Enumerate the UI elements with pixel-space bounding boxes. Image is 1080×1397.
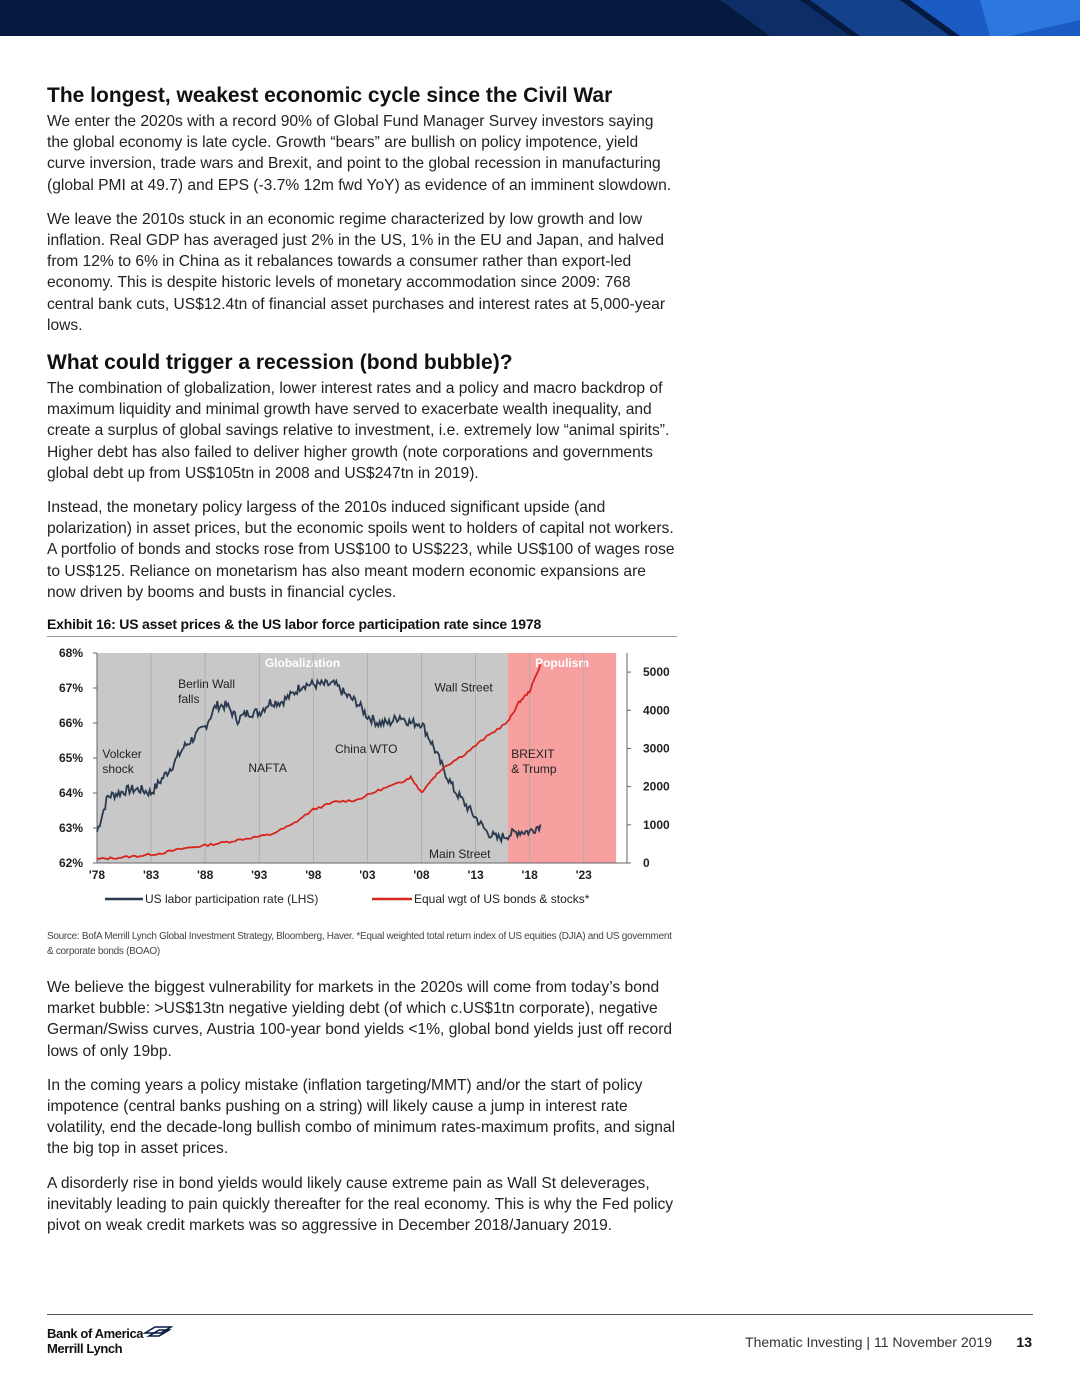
paragraph: We believe the biggest vulnerability for markets in the 2020s will come from today’s bond market bubble: >US$13tn negative yielding debt (of which c.US$1tn corporate), negative German/Swiss curves, Austria 100-year bond yields <1%, global bond yields just off record lows of only 19bp.: [47, 979, 673, 1060]
y-tick-label-left: 63%: [59, 821, 84, 836]
chart-annotation: Wall Street: [434, 680, 493, 695]
banner-decoration: [0, 0, 1080, 36]
y-tick-label-right: 5000: [643, 665, 670, 680]
bank-logo: [47, 1326, 143, 1356]
x-tick-label: '88: [197, 868, 214, 883]
band-label: Globalization: [264, 656, 341, 671]
paragraph: A disorderly rise in bond yields would likely cause extreme pain as Wall St deleverages, inevitably leading to pain quickly thereafter for the real economy. This is why the Fed policy pivot on weak credit markets was so aggressive in December 2018/January 2019.: [47, 1174, 674, 1235]
x-tick-label: '18: [521, 868, 538, 883]
paragraph: Instead, the monetary policy largess of the 2010s induced significant upside (and polarization) in asset prices, but the economic spoils went to holders of capital not workers. A portfolio of bonds and stocks rose from US$100 to US$223, while US$100 of wages rose to US$125. Reliance on monetarism has also meant modern economic expansions are now driven by booms and busts in financial cycles.: [47, 499, 675, 601]
y-tick-label-right: 4000: [643, 703, 670, 718]
section-heading: The longest, weakest economic cycle since the Civil War: [47, 84, 613, 107]
x-tick-label: '98: [305, 868, 322, 883]
legend-label: Equal wgt of US bonds & stocks*: [414, 892, 590, 907]
y-tick-label-left: 65%: [59, 751, 84, 766]
x-tick-label: '93: [251, 868, 268, 883]
y-tick-label-left: 68%: [59, 646, 84, 661]
exhibit-chart: [47, 643, 677, 923]
chart-annotation: Berlin Wall: [178, 677, 236, 692]
x-tick-label: '23: [575, 868, 592, 883]
chart-annotation: China WTO: [334, 741, 398, 756]
x-tick-label: '78: [88, 868, 106, 883]
x-tick-label: '03: [359, 868, 376, 883]
y-tick-label-left: 62%: [59, 856, 84, 871]
chart-annotation: shock: [102, 762, 134, 777]
chart-annotation: Volcker: [102, 747, 142, 762]
y-tick-label-left: 64%: [59, 786, 84, 801]
chart-annotation: Main Street: [429, 846, 491, 861]
y-tick-label-left: 66%: [59, 716, 84, 731]
paragraph: We leave the 2010s stuck in an economic regime characterized by low growth and low inflation. Real GDP has averaged just 2% in the US, 1% in the EU and Japan, and halved from 12% to 6% in China as it rebalances towards a consumer rather than export-led economy. This is despite historic levels of monetary accommodation since 2009: 768 central bank cuts, US$12.4tn of financial asset purchases and interest rates at 5,000-year lows.: [47, 210, 666, 334]
y-tick-label-right: 0: [643, 856, 650, 871]
logo-line-1: Bank of America: [47, 1326, 144, 1341]
paragraph: The combination of globalization, lower interest rates and a policy and macro backdrop of maximum liquidity and minimal growth have served to exacerbate wealth inequality, and create a surplus of global savings relative to investment, i.e. extremely low “animal spirits”. Higher debt has also failed to deliver higher growth (note corporations and governments global debt up from US$105tn in 2008 and US$247tn in 2019).: [47, 380, 670, 482]
page-number: 13: [1016, 1334, 1032, 1350]
footer-publication: Thematic Investing | 11 November 2019: [745, 1334, 992, 1350]
paragraph: In the coming years a policy mistake (inflation targeting/MMT) and/or the start of policy impotence (central banks pushing on a string) will likely cause a jump in interest rate volatility, end the decade-long bullish combo of minimum rates-maximum profits, and signal the big top in asset prices.: [47, 1076, 676, 1158]
logo-line-2: Merrill Lynch: [47, 1341, 123, 1356]
y-tick-label-left: 67%: [59, 681, 84, 696]
section-heading: What could trigger a recession (bond bubble)?: [47, 351, 513, 375]
chart-annotation: BREXIT: [511, 747, 555, 762]
y-tick-label-right: 3000: [643, 741, 670, 756]
source-note: Source: BofA Merrill Lynch Global Investment Strategy, Bloomberg, Haver. *Equal weighted total return index of US equities (DJIA) and US government & corporate bonds (BOAO): [47, 931, 672, 958]
chart-annotation: falls: [178, 692, 200, 707]
chart-annotation: NAFTA: [248, 761, 287, 776]
x-tick-label: '08: [413, 868, 430, 883]
legend-label: US labor participation rate (LHS): [145, 892, 319, 907]
exhibit-title: Exhibit 16: US asset prices & the US labor force participation rate since 1978: [47, 616, 677, 637]
paragraph: We enter the 2020s with a record 90% of Global Fund Manager Survey investors saying the global economy is late cycle. Growth “bears” are bullish on policy impotence, yield curve inversion, trade wars and Brexit, and point to the global recession in manufacturing (global PMI at 49.7) and EPS (-3.7% 12m fwd YoY) as evidence of an imminent slowdown.: [47, 113, 672, 194]
chart-annotation: & Trump: [511, 762, 557, 777]
band-label: Populism: [535, 656, 590, 671]
top-banner: [0, 0, 1080, 36]
y-tick-label-right: 1000: [643, 817, 670, 832]
x-tick-label: '83: [142, 868, 160, 883]
footer-divider: [47, 1314, 1033, 1315]
flag-icon: [143, 1324, 173, 1338]
y-tick-label-right: 2000: [643, 779, 670, 794]
x-tick-label: '13: [467, 868, 484, 883]
article-body: [47, 82, 677, 1249]
